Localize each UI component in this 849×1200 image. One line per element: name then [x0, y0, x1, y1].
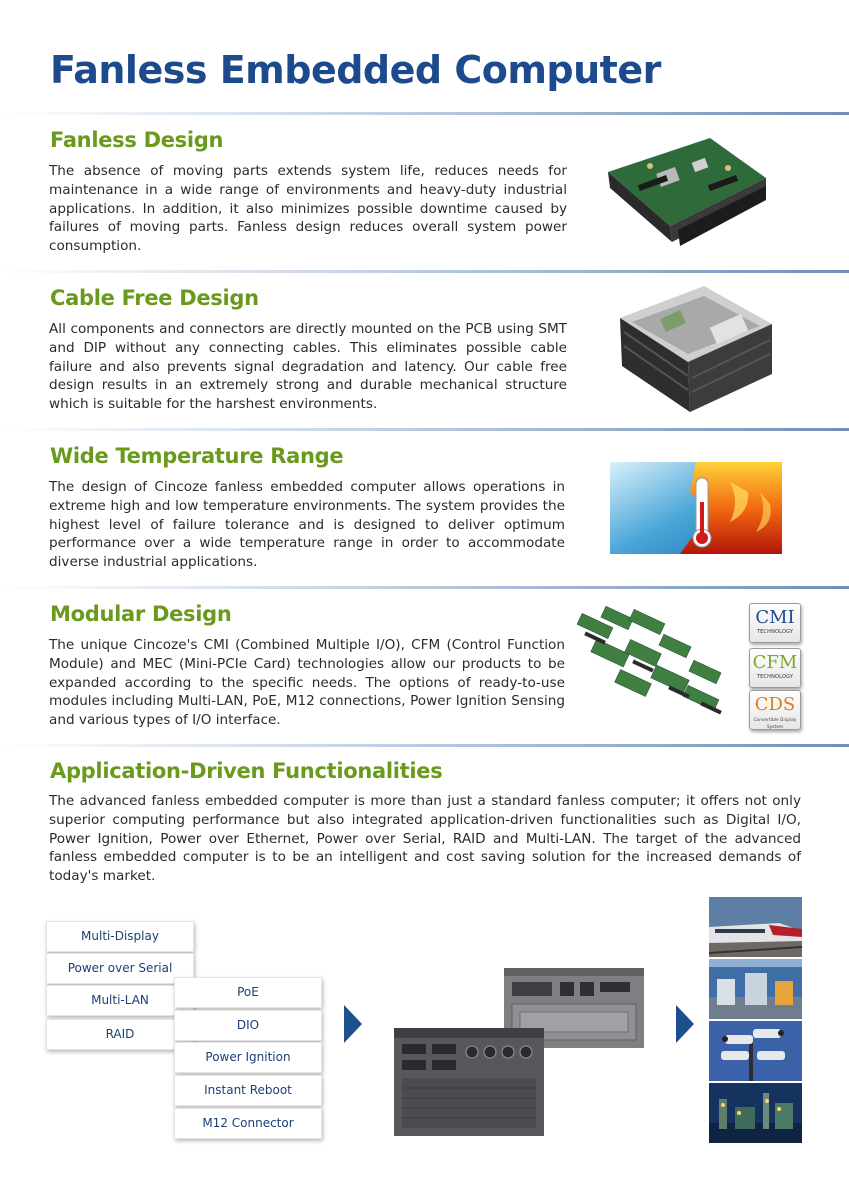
page-title: Fanless Embedded Computer [50, 48, 661, 92]
section-text-application-driven-functionalities: The advanced fanless embedded computer is more than just a standard fanless computer; it offers not only superior computing performance but also integrated application-driven functionalities such as Digital I/O, Power Ignition, Power over Ethernet, Power over Serial, RAID and Multi-LAN. The target of the advanced fanless embedded computer is to be an intelligent and cost saving solution for the increased demands of today's market. [49, 793, 801, 885]
modules-photo [572, 606, 742, 716]
section-text-cable-free-design: All components and connectors are directly mounted on the PCB using SMT and DIP without any connecting cables. This eliminates possible cable failure and also prevents signal degradation and latency. Our cable free design results in an extremely strong and durable mechanical structure which is suitable for the harshest environments. [49, 321, 567, 413]
section-title-wide-temperature-range: Wide Temperature Range [50, 444, 344, 468]
ice-fire-thermometer-photo [610, 462, 782, 554]
surveillance-camera-photo [709, 1021, 802, 1081]
cfm-badge [749, 648, 801, 688]
embedded-computers-photo [392, 964, 652, 1142]
section-title-modular-design: Modular Design [50, 602, 232, 626]
cds-badge [749, 690, 801, 730]
feature-card-power-over-serial: Power over Serial [46, 953, 194, 984]
feature-card-raid: RAID [46, 1019, 194, 1050]
feature-card-power-ignition: Power Ignition [174, 1042, 322, 1073]
open-chassis-photo [612, 280, 777, 420]
fanless-board-photo [598, 130, 770, 258]
divider [0, 112, 849, 115]
chevron-right-icon [344, 1005, 362, 1043]
badge-name: CDS [754, 694, 796, 715]
section-text-fanless-design: The absence of moving parts extends system life, reduces needs for maintenance in a wide range of environments and heavy-duty industrial applications. In addition, it also minimizes possible downtime caused by failures of moving parts. Fanless design reduces overall system power consumption. [49, 163, 567, 255]
divider [0, 744, 849, 747]
section-text-wide-temperature-range: The design of Cincoze fanless embedded computer allows operations in extreme high and low temperature environments. The system provides the highest level of failure tolerance and is designed to deliver optimum performance over a wide temperature range in order to accommodate diverse industrial applications. [49, 479, 565, 571]
feature-card-instant-reboot: Instant Reboot [174, 1075, 322, 1106]
industrial-plant-photo [709, 1083, 802, 1143]
section-title-application-driven-functionalities: Application-Driven Functionalities [50, 759, 443, 783]
divider [0, 428, 849, 431]
feature-card-dio: DIO [174, 1010, 322, 1041]
badge-sub: TECHNOLOGY [756, 674, 794, 680]
section-title-fanless-design: Fanless Design [50, 128, 224, 152]
badge-sub: Convertible Display System [753, 717, 797, 729]
feature-card-poe: PoE [174, 977, 322, 1008]
feature-card-multi-display: Multi-Display [46, 921, 194, 952]
feature-card-m12-connector: M12 Connector [174, 1108, 322, 1139]
badge-sub: TECHNOLOGY [756, 629, 794, 635]
cmi-badge [749, 603, 801, 643]
badge-name: CMI [755, 607, 795, 628]
badge-name: CFM [752, 652, 798, 673]
feature-card-multi-lan: Multi-LAN [46, 985, 194, 1016]
section-text-modular-design: The unique Cincoze's CMI (Combined Multiple I/O), CFM (Control Function Module) and MEC (Mini-PCIe Card) technologies allow our products to be expanded according to the specific needs. The options of ready-to-use modules including Multi-LAN, PoE, M12 connections, Power Ignition Sensing and various types of I/O interface. [49, 637, 565, 729]
chevron-right-icon [676, 1005, 694, 1043]
divider [0, 270, 849, 273]
section-title-cable-free-design: Cable Free Design [50, 286, 259, 310]
factory-automation-photo [709, 959, 802, 1019]
divider [0, 586, 849, 589]
train-photo [709, 897, 802, 957]
